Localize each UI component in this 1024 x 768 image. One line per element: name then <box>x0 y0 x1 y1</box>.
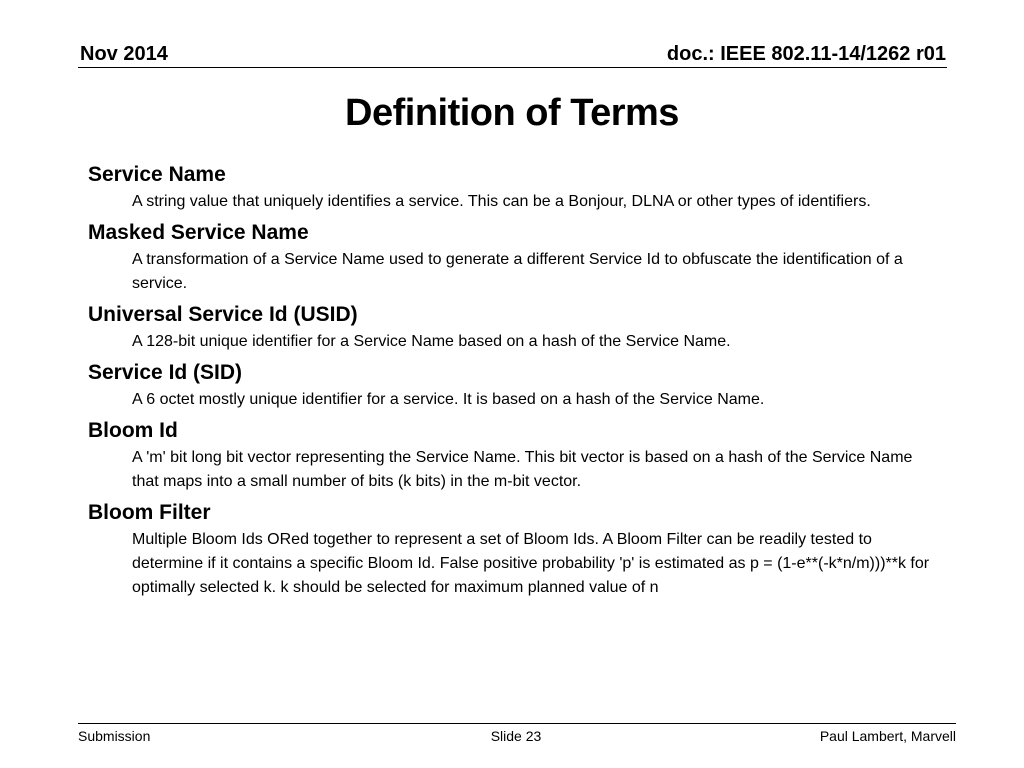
footer-divider <box>78 723 956 724</box>
term-masked-service-name <box>88 218 938 296</box>
term-definition: Multiple Bloom Ids ORed together to represent a set of Bloom Ids. A Bloom Filter can be readily tested to determine if it contains a specific Bloom Id. False positive probability 'p' is estimated as p = (1-e**(-k*n/m)))**k for optimally selected k. k should be selected for maximum planned value of n <box>132 531 930 596</box>
footer-submission: Submission <box>78 728 151 744</box>
terms-list <box>88 160 938 604</box>
term-sid <box>88 358 938 412</box>
header-divider <box>78 67 947 68</box>
term-definition: A 128-bit unique identifier for a Service Name based on a hash of the Service Name. <box>132 333 731 350</box>
header-doc-id: doc.: IEEE 802.11-14/1262 r01 <box>666 43 946 65</box>
term-name: Universal Service Id (USID) <box>88 303 358 326</box>
footer-slide-number: Slide 23 <box>490 728 542 744</box>
term-definition: A 6 octet mostly unique identifier for a service. It is based on a hash of the Service Name. <box>132 391 765 408</box>
footer-author: Paul Lambert, Marvell <box>819 728 956 744</box>
term-definition: A transformation of a Service Name used to generate a different Service Id to obfuscate the identification of a service. <box>132 251 903 292</box>
term-name: Service Id (SID) <box>88 361 243 384</box>
term-name: Bloom Id <box>88 419 178 442</box>
header-date: Nov 2014 <box>80 43 168 65</box>
slide-title: Definition of Terms <box>345 92 679 134</box>
term-bloom-id <box>88 416 938 494</box>
term-name: Service Name <box>88 163 226 186</box>
term-definition: A 'm' bit long bit vector representing the Service Name. This bit vector is based on a hash of the Service Name that maps into a small number of bits (k bits) in the m-bit vector. <box>132 449 913 490</box>
term-definition: A string value that uniquely identifies a service. This can be a Bonjour, DLNA or other types of identifiers. <box>132 193 871 210</box>
term-usid <box>88 300 938 354</box>
term-name: Bloom Filter <box>88 501 211 524</box>
term-service-name <box>88 160 938 214</box>
term-name: Masked Service Name <box>88 221 309 244</box>
term-bloom-filter <box>88 498 938 600</box>
